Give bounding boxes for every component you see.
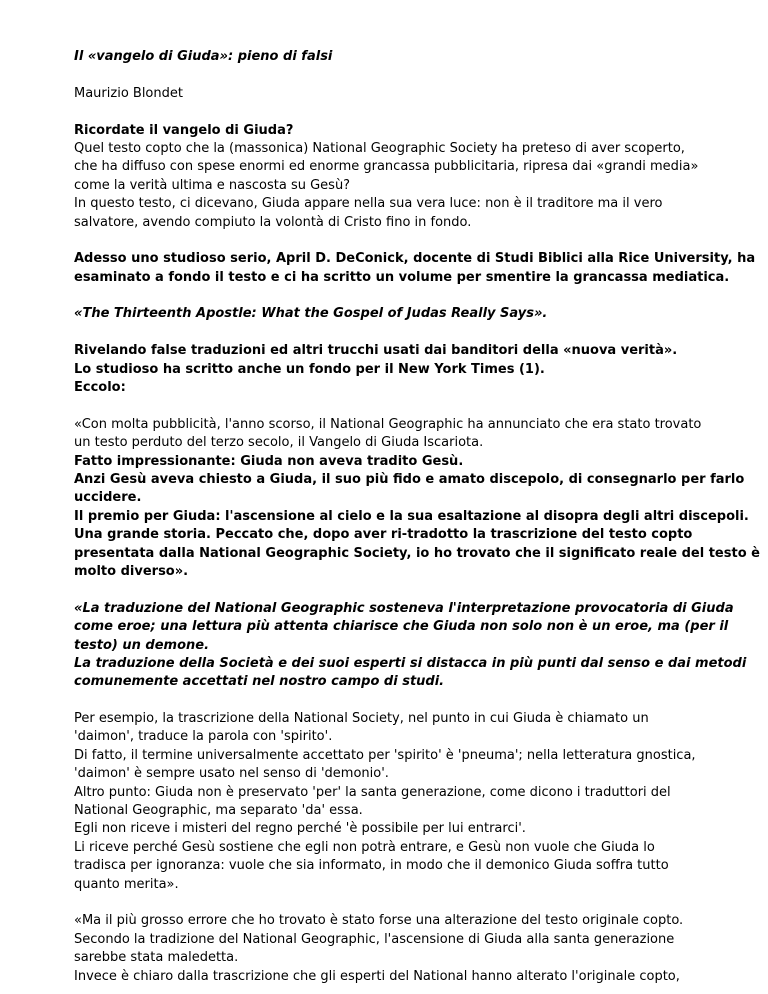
text-line: Una grande storia. Peccato che, dopo aver ri-tradotto la trascrizione del testo copto [74, 527, 693, 543]
document-page [74, 48, 760, 986]
text-line: come la verità ultima e nascosta su Gesù? [74, 177, 351, 193]
text-line: esaminato a fondo il testo e ci ha scritto un volume per smentire la grancassa mediatica. [74, 269, 730, 285]
text-line: Adesso uno studioso serio, April D. DeConick, docente di Studi Biblici alla Rice University, ha [74, 251, 756, 267]
text-line: Anzi Gesù aveva chiesto a Giuda, il suo più fido e amato discepolo, di consegnarlo per farlo [74, 471, 745, 487]
text-line: Egli non riceve i misteri del regno perché 'è possibile per lui entrarci'. [74, 821, 526, 837]
text-line: Quel testo copto che la (massonica) National Geographic Society ha preteso di aver scoperto, [74, 140, 685, 156]
text-line: che ha diffuso con spese enormi ed enorme grancassa pubblicitaria, ripresa dai «grandi media» [74, 159, 699, 175]
paragraph-quote-1 [74, 416, 760, 582]
text-line: comunemente accettati nel nostro campo di studi. [74, 674, 445, 690]
text-line: Lo studioso ha scritto anche un fondo per il New York Times (1). [74, 361, 545, 377]
text-line: Il premio per Giuda: l'ascensione al cielo e la sua esaltazione al disopra degli altri discepoli. [74, 508, 749, 524]
paragraph-examples [74, 710, 714, 894]
paragraph-heading: Ricordate il vangelo di Giuda? [74, 122, 294, 138]
text-line: salvatore, avendo compiuto la volontà di Cristo fino in fondo. [74, 214, 472, 230]
book-title: «The Thirteenth Apostle: What the Gospel of Judas Really Says». [74, 306, 548, 322]
text-line: 'daimon', traduce la parola con 'spirito'. [74, 729, 333, 745]
paragraph-book-title [74, 305, 714, 323]
text-line: quanto merita». [74, 876, 179, 892]
text-line: molto diverso». [74, 563, 189, 579]
text-line: come eroe; una lettura più attenta chiarisce che Giuda non solo non è un eroe, ma (per il [74, 619, 729, 635]
text-line: «Con molta pubblicità, l'anno scorso, il National Geographic ha annunciato che era stato trovato [74, 416, 702, 432]
text-line: Fatto impressionante: Giuda non aveva tradito Gesù. [74, 453, 464, 469]
text-line: Invece è chiaro dalla trascrizione che gli esperti del National hanno alterato l'originale copto, [74, 968, 680, 984]
paragraph-biggest-error [74, 912, 714, 986]
text-line: sarebbe stata maledetta. [74, 950, 239, 966]
text-line: La traduzione della Società e dei suoi esperti si distacca in più punti dal senso e dai metodi [74, 655, 747, 671]
document-title: Il «vangelo di Giuda»: pieno di falsi [74, 49, 333, 64]
text-line: Rivelando false traduzioni ed altri trucchi usati dai banditori della «nuova verità». [74, 343, 678, 359]
paragraph-revealing [74, 342, 714, 397]
text-line: National Geographic, ma separato 'da' essa. [74, 803, 363, 819]
text-line: Eccolo: [74, 380, 126, 396]
text-line: In questo testo, ci dicevano, Giuda appare nella sua vera luce: non è il traditore ma il vero [74, 196, 663, 212]
text-line: tradisca per ignoranza: vuole che sia informato, in modo che il demonico Giuda soffra tutto [74, 858, 669, 874]
text-line: «Ma il più grosso errore che ho trovato è stato forse una alterazione del testo originale copto. [74, 913, 684, 929]
text-line: Altro punto: Giuda non è preservato 'per' la santa generazione, come dicono i traduttori del [74, 784, 671, 800]
text-line: 'daimon' è sempre usato nel senso di 'demonio'. [74, 766, 389, 782]
paragraph-quote-2 [74, 600, 747, 692]
paragraph-scholar [74, 250, 756, 287]
text-line: testo) un demone. [74, 637, 210, 653]
text-line: Secondo la tradizione del National Geographic, l'ascensione di Giuda alla santa generazione [74, 931, 675, 947]
text-line: Di fatto, il termine universalmente accettato per 'spirito' è 'pneuma'; nella letteratura gnostica, [74, 747, 696, 763]
text-line: «La traduzione del National Geographic sosteneva l'interpretazione provocatoria di Giuda [74, 600, 734, 616]
author-name: Maurizio Blondet [74, 85, 183, 101]
text-line: uccidere. [74, 490, 142, 506]
paragraph-intro [74, 122, 714, 232]
text-line: Per esempio, la trascrizione della National Society, nel punto in cui Giuda è chiamato un [74, 711, 649, 727]
text-line: un testo perduto del terzo secolo, il Vangelo di Giuda Iscariota. [74, 435, 484, 451]
text-line: Li riceve perché Gesù sostiene che egli non potrà entrare, e Gesù non vuole che Giuda lo [74, 839, 655, 855]
text-line: presentata dalla National Geographic Society, io ho trovato che il significato reale del testo è [74, 545, 760, 561]
